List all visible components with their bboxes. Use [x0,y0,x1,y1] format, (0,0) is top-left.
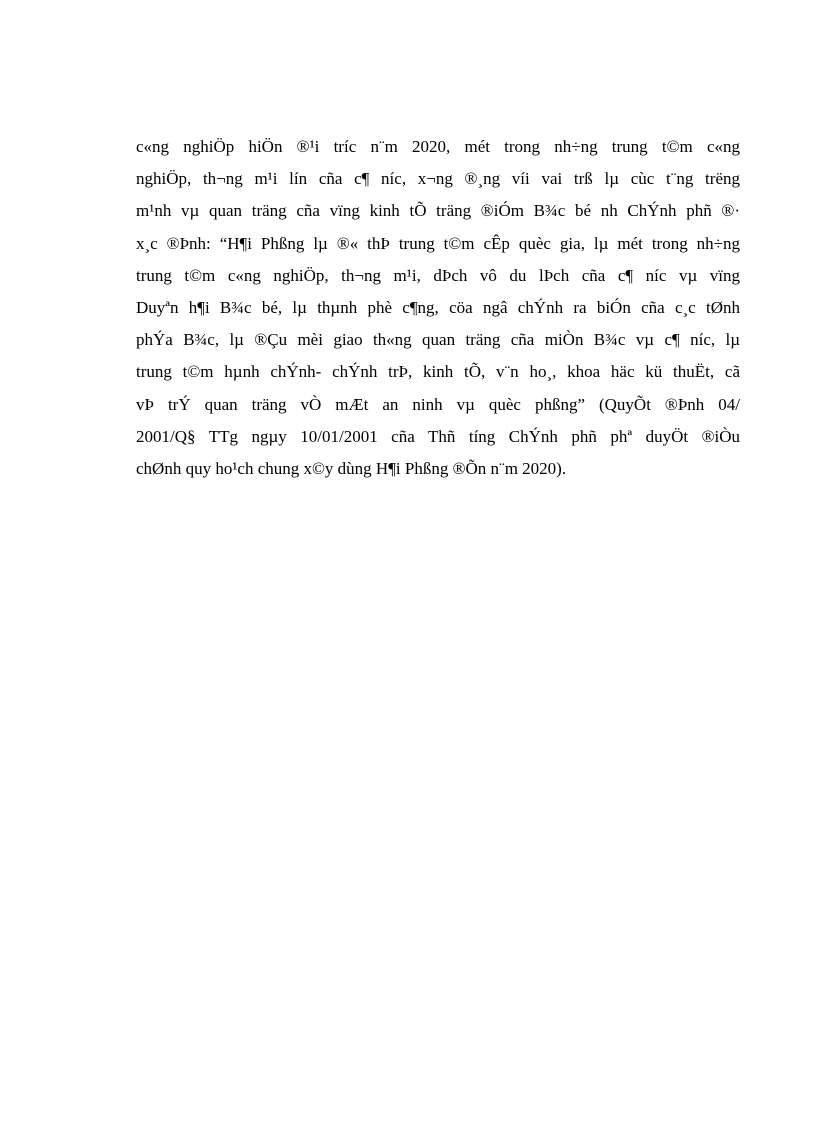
paragraph-line: 2001/Q§ TTg ngµy 10/01/2001 cña Thñ tíng ChÝnh phñ phª duyÖt ®iÒu [136,426,740,446]
paragraph-line: Duyªn h¶i B¾c bé, lµ thµnh phè c¶ng, cöa ngâ chÝnh ra biÓn cña c¸c tØnh [136,297,740,317]
paragraph-line: c«ng nghiÖp hiÖn ®¹i tríc n¨m 2020, mét trong nh÷ng trung t©m c«ng [136,137,740,156]
paragraph-line: vÞ trÝ quan träng vÒ mÆt an ninh vµ quèc phßng” (QuyÕt ®Þnh 04/ [136,394,740,414]
paragraph-line: phÝa B¾c, lµ ®Çu mèi giao th«ng quan träng cña miÒn B¾c vµ c¶ níc, lµ [136,330,740,350]
paragraph-line: chØnh quy ho¹ch chung x©y dùng H¶i Phßng ®Õn n¨m 2020). [136,458,567,478]
body-paragraph [136,131,740,485]
paragraph-line: trung t©m hµnh chÝnh- chÝnh trÞ, kinh tÕ, v¨n ho¸, khoa häc kü thuËt, cã [136,362,740,382]
paragraph-line: trung t©m c«ng nghiÖp, th¬ng m¹i, dÞch vô du lÞch cña c¶ níc vµ vïng [136,265,740,285]
paragraph-line: m¹nh vµ quan träng cña vïng kinh tÕ träng ®iÓm B¾c bé nh ChÝnh phñ ®· [136,201,740,221]
paragraph-line: nghiÖp, th¬ng m¹i lín cña c¶ níc, x¬ng ®¸ng víi vai trß lµ cùc t¨ng trëng [136,169,740,189]
paragraph-line: x¸c ®Þnh: “H¶i Phßng lµ ®« thÞ trung t©m cÊp quèc gia, lµ mét trong nh÷ng [136,233,740,253]
